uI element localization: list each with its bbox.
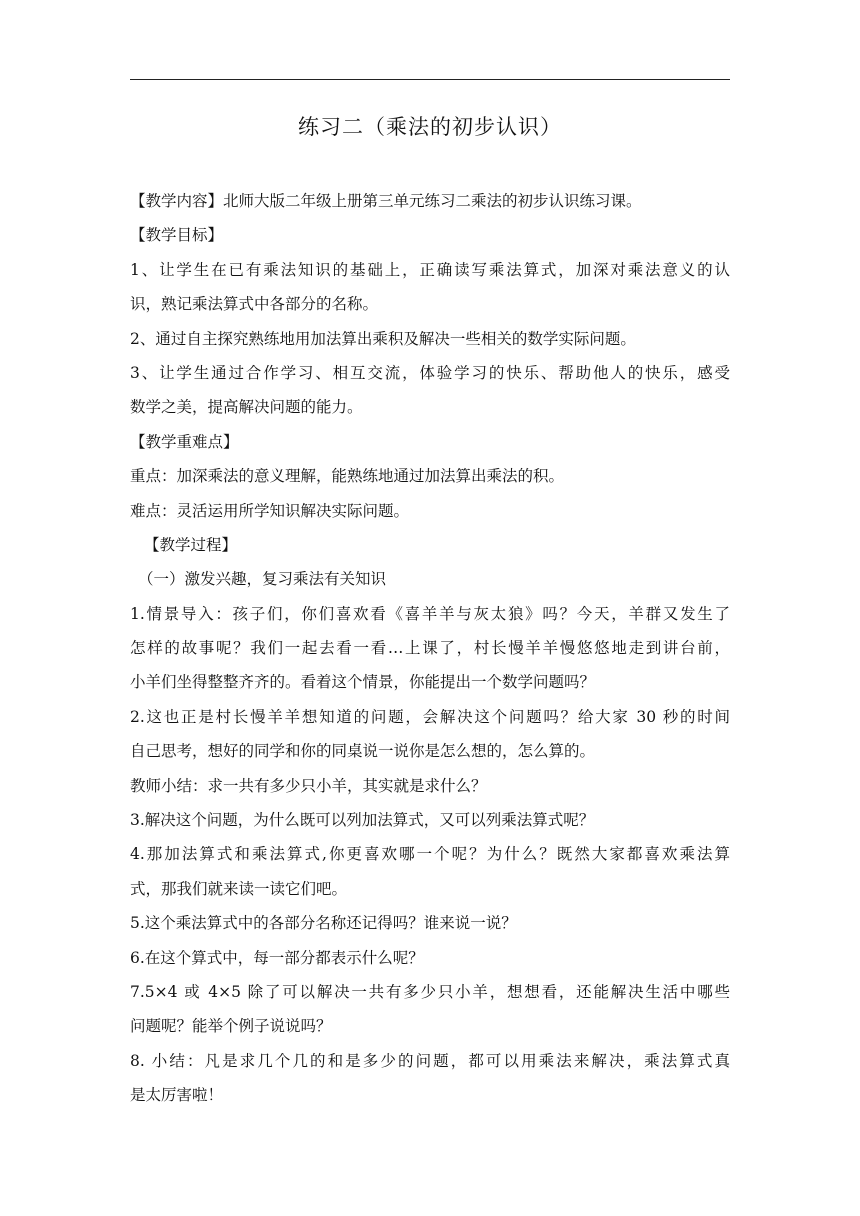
- text-line: 怎样的故事呢？我们一起去看一看…上课了，村长慢羊羊慢悠悠地走到讲台前，: [130, 639, 730, 658]
- text-line: 【教学内容】北师大版二年级上册第三单元练习二乘法的初步认识练习课。: [130, 192, 642, 210]
- document-body: [130, 186, 730, 1115]
- page-title: 练习二（乘法的初步认识）: [298, 115, 562, 139]
- text-line: （一）激发兴趣，复习乘法有关知识: [138, 570, 387, 589]
- text-line: 7.5×4 或 4×5 除了可以解决一共有多少只小羊，想想看，还能解决生活中哪些: [130, 982, 730, 1001]
- text-line: 是太厉害啦！: [130, 1086, 224, 1105]
- text-line: 5.这个乘法算式中的各部分名称还记得吗？谁来说一说？: [130, 914, 517, 933]
- text-line: 教师小结：求一共有多少只小羊，其实就是求什么？: [130, 776, 487, 795]
- text-line: 式，那我们就来读一读它们吧。: [130, 879, 348, 898]
- text-line: 【教学重难点】: [130, 432, 239, 451]
- text-line: 小羊们坐得整整齐齐的。看着这个情景，你能提出一个数学问题吗？: [130, 673, 596, 692]
- text-line: 1、让学生在已有乘法知识的基础上，正确读写乘法算式，加深对乘法意义的认: [130, 260, 730, 279]
- text-line: 4.那加法算式和乘法算式,你更喜欢哪一个呢？为什么？既然大家都喜欢乘法算: [130, 845, 730, 864]
- text-line: 3、让学生通过合作学习、相互交流，体验学习的快乐、帮助他人的快乐，感受: [130, 363, 730, 382]
- text-line: 【教学目标】: [130, 226, 224, 245]
- text-line: 问题呢？能举个例子说说吗？: [130, 1017, 332, 1036]
- text-line: 自己思考，想好的同学和你的同桌说一说你是怎么想的，怎么算的。: [130, 742, 596, 761]
- text-line: 【教学过程】: [144, 535, 238, 554]
- text-line: 2、通过自主探究熟练地用加法算出乘积及解决一些相关的数学实际问题。: [130, 329, 636, 348]
- text-line: 识，熟记乘法算式中各部分的名称。: [130, 295, 379, 314]
- text-line: 重点：加深乘法的意义理解，能熟练地通过加法算出乘法的积。: [130, 467, 565, 486]
- text-line: 3.解决这个问题，为什么既可以列加法算式，又可以列乘法算式呢？: [130, 811, 595, 830]
- text-line: 8. 小结：凡是求几个几的和是多少的问题，都可以用乘法来解决，乘法算式真: [130, 1051, 730, 1070]
- header-rule: [130, 79, 730, 80]
- text-line: 2.这也正是村长慢羊羊想知道的问题，会解决这个问题吗？给大家 30 秒的时间: [130, 707, 730, 726]
- text-line: 数学之美，提高解决问题的能力。: [130, 398, 363, 417]
- text-line: 6.在这个算式中，每一部分都表示什么呢？: [130, 948, 424, 967]
- text-line: 1.情景导入：孩子们，你们喜欢看《喜羊羊与灰太狼》吗？今天，羊群又发生了: [130, 604, 730, 623]
- text-line: 难点：灵活运用所学知识解决实际问题。: [130, 501, 410, 520]
